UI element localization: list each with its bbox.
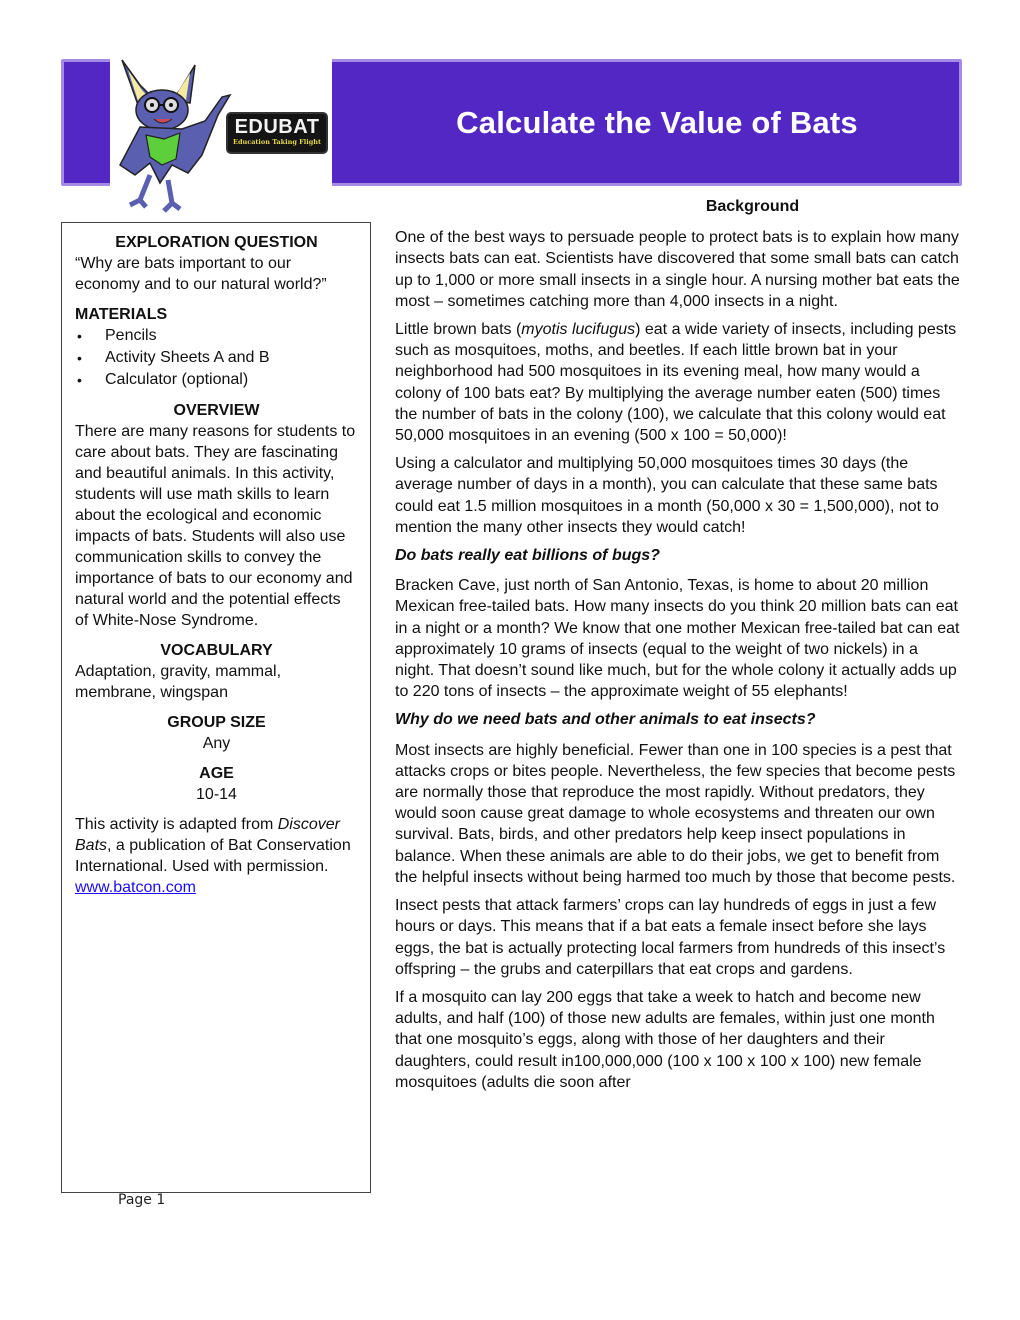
edubat-badge — [226, 112, 328, 154]
age-heading: AGE — [199, 765, 234, 782]
bullet-icon: • — [77, 350, 82, 366]
paragraph: Insect pests that attack farmers’ crops can lay hundreds of eggs in just a few hours or days. This means that if a bat eats a female insect before she lays eggs, the bat is actually protecting local farmers from hundreds of this insect’s offspring – the grubs and caterpillars that eat crops and gardens. — [395, 897, 946, 978]
materials-list — [75, 325, 358, 391]
overview-heading: OVERVIEW — [173, 402, 260, 419]
materials-heading: MATERIALS — [75, 306, 168, 323]
exploration-question: “Why are bats important to our economy and to our natural world?” — [75, 255, 327, 293]
paragraph: Bracken Cave, just north of San Antonio, Texas, is home to about 20 million Mexican free-tailed bats. How many insects do you think 20 million bats can eat in a night or a month? We know that one mother Mexican free-tailed bat can eat approximately 10 grams of insects (equal to the weight of two nickels) in a night. That doesn’t sound like much, but for the whole colony it actually adds up to 220 tons of insects – the approximate weight of 55 elephants! — [395, 577, 960, 701]
paragraph: One of the best ways to persuade people to protect bats is to explain how many insects bats can eat. Scientists have discovered that some small bats can catch up to 1,000 or more small insects in a single hour. A nursing mother bat eats the most – sometimes catching more than 4,000 insects in a night. — [395, 229, 960, 310]
paragraph: If a mosquito can lay 200 eggs that take a week to hatch and become new adults, and half (100) of those new adults are females, within just one month that one mosquito’s eggs, along with those of her daughters and their daughters, could result in100,000,000 (100 x 100 x 100 x 100) new female mosquitoes (adults die soon after — [395, 988, 935, 1091]
list-item: • Pencils — [75, 325, 358, 347]
vocabulary-text: Adaptation, gravity, mammal, membrane, wingspan — [75, 663, 282, 701]
page-number: Page 1 — [118, 1192, 166, 1208]
batcon-link[interactable]: www.batcon.com — [75, 879, 196, 896]
vocabulary-heading: VOCABULARY — [160, 642, 273, 659]
paragraph: Using a calculator and multiplying 50,000 mosquitoes times 30 days (the average number of days in a month), you can calculate that these same bats could eat 1.5 million mosquitoes in a month (50,000 x 30 = 1,500,000), not to mention the many other insects they would catch! — [395, 455, 939, 536]
subheading-billions: Do bats really eat billions of bugs? — [395, 547, 660, 565]
subheading-why: Why do we need bats and other animals to eat insects? — [395, 711, 816, 729]
edubat-logo — [110, 55, 332, 215]
edubat-word: EDUBAT — [234, 116, 320, 138]
credit-text: This activity is adapted from Discover Bats, a publication of Bat Conservation International. Used with permission. www.batcon.com — [75, 816, 351, 896]
group-size-value: Any — [202, 735, 231, 752]
paragraph: Most insects are highly beneficial. Fewer than one in 100 species is a pest that attacks crops or bites people. Nevertheless, the few species that become pests are normally those that reproduce the most rapidly. Without predators, they would soon cause great damage to whole ecosystems and threaten our own survival. Bats, birds, and other predators help keep insect populations in balance. When these animals are able to do their jobs, we get to benefit from the helpful insects without being harmed too much by those that become pests. — [395, 741, 956, 886]
list-item: • Calculator (optional) — [75, 369, 358, 391]
activity-info-box — [61, 222, 371, 1193]
book-title: Discover Bats — [75, 816, 340, 854]
bullet-icon: • — [77, 328, 82, 344]
bullet-icon: • — [77, 372, 82, 388]
species-name: myotis lucifugus — [521, 321, 636, 339]
exploration-heading: EXPLORATION QUESTION — [115, 234, 318, 251]
background-section — [395, 196, 960, 1100]
age-value: 10-14 — [196, 786, 237, 803]
list-item: • Activity Sheets A and B — [75, 347, 358, 369]
edubat-tagline: Education Taking Flight — [233, 138, 321, 146]
page-title: Calculate the Value of Bats — [456, 104, 858, 140]
overview-text: There are many reasons for students to care about bats. They are fascinating and beautiful animals. In this activity, students will use math skills to learn about the ecological and economic impacts of bats. Students will also use communication skills to convey the importance of bats to our economy and natural world and the potential effects of White-Nose Syndrome. — [75, 423, 356, 629]
bat-mascot-icon — [110, 55, 240, 215]
background-heading: Background — [705, 198, 800, 215]
group-size-heading: GROUP SIZE — [167, 714, 266, 731]
paragraph: Little brown bats (myotis lucifugus) eat a wide variety of insects, including pests such as mosquitoes, moths, and beetles. If each little brown bat in your neighborhood had 500 mosquitoes in its evening meal, how many would a colony of 100 bats eat? By multiplying the average number eaten (500) times the number of bats in the colony (100), we calculate that this colony would eat 50,000 mosquitoes in an evening (500 x 100 = 50,000)! — [395, 321, 957, 445]
